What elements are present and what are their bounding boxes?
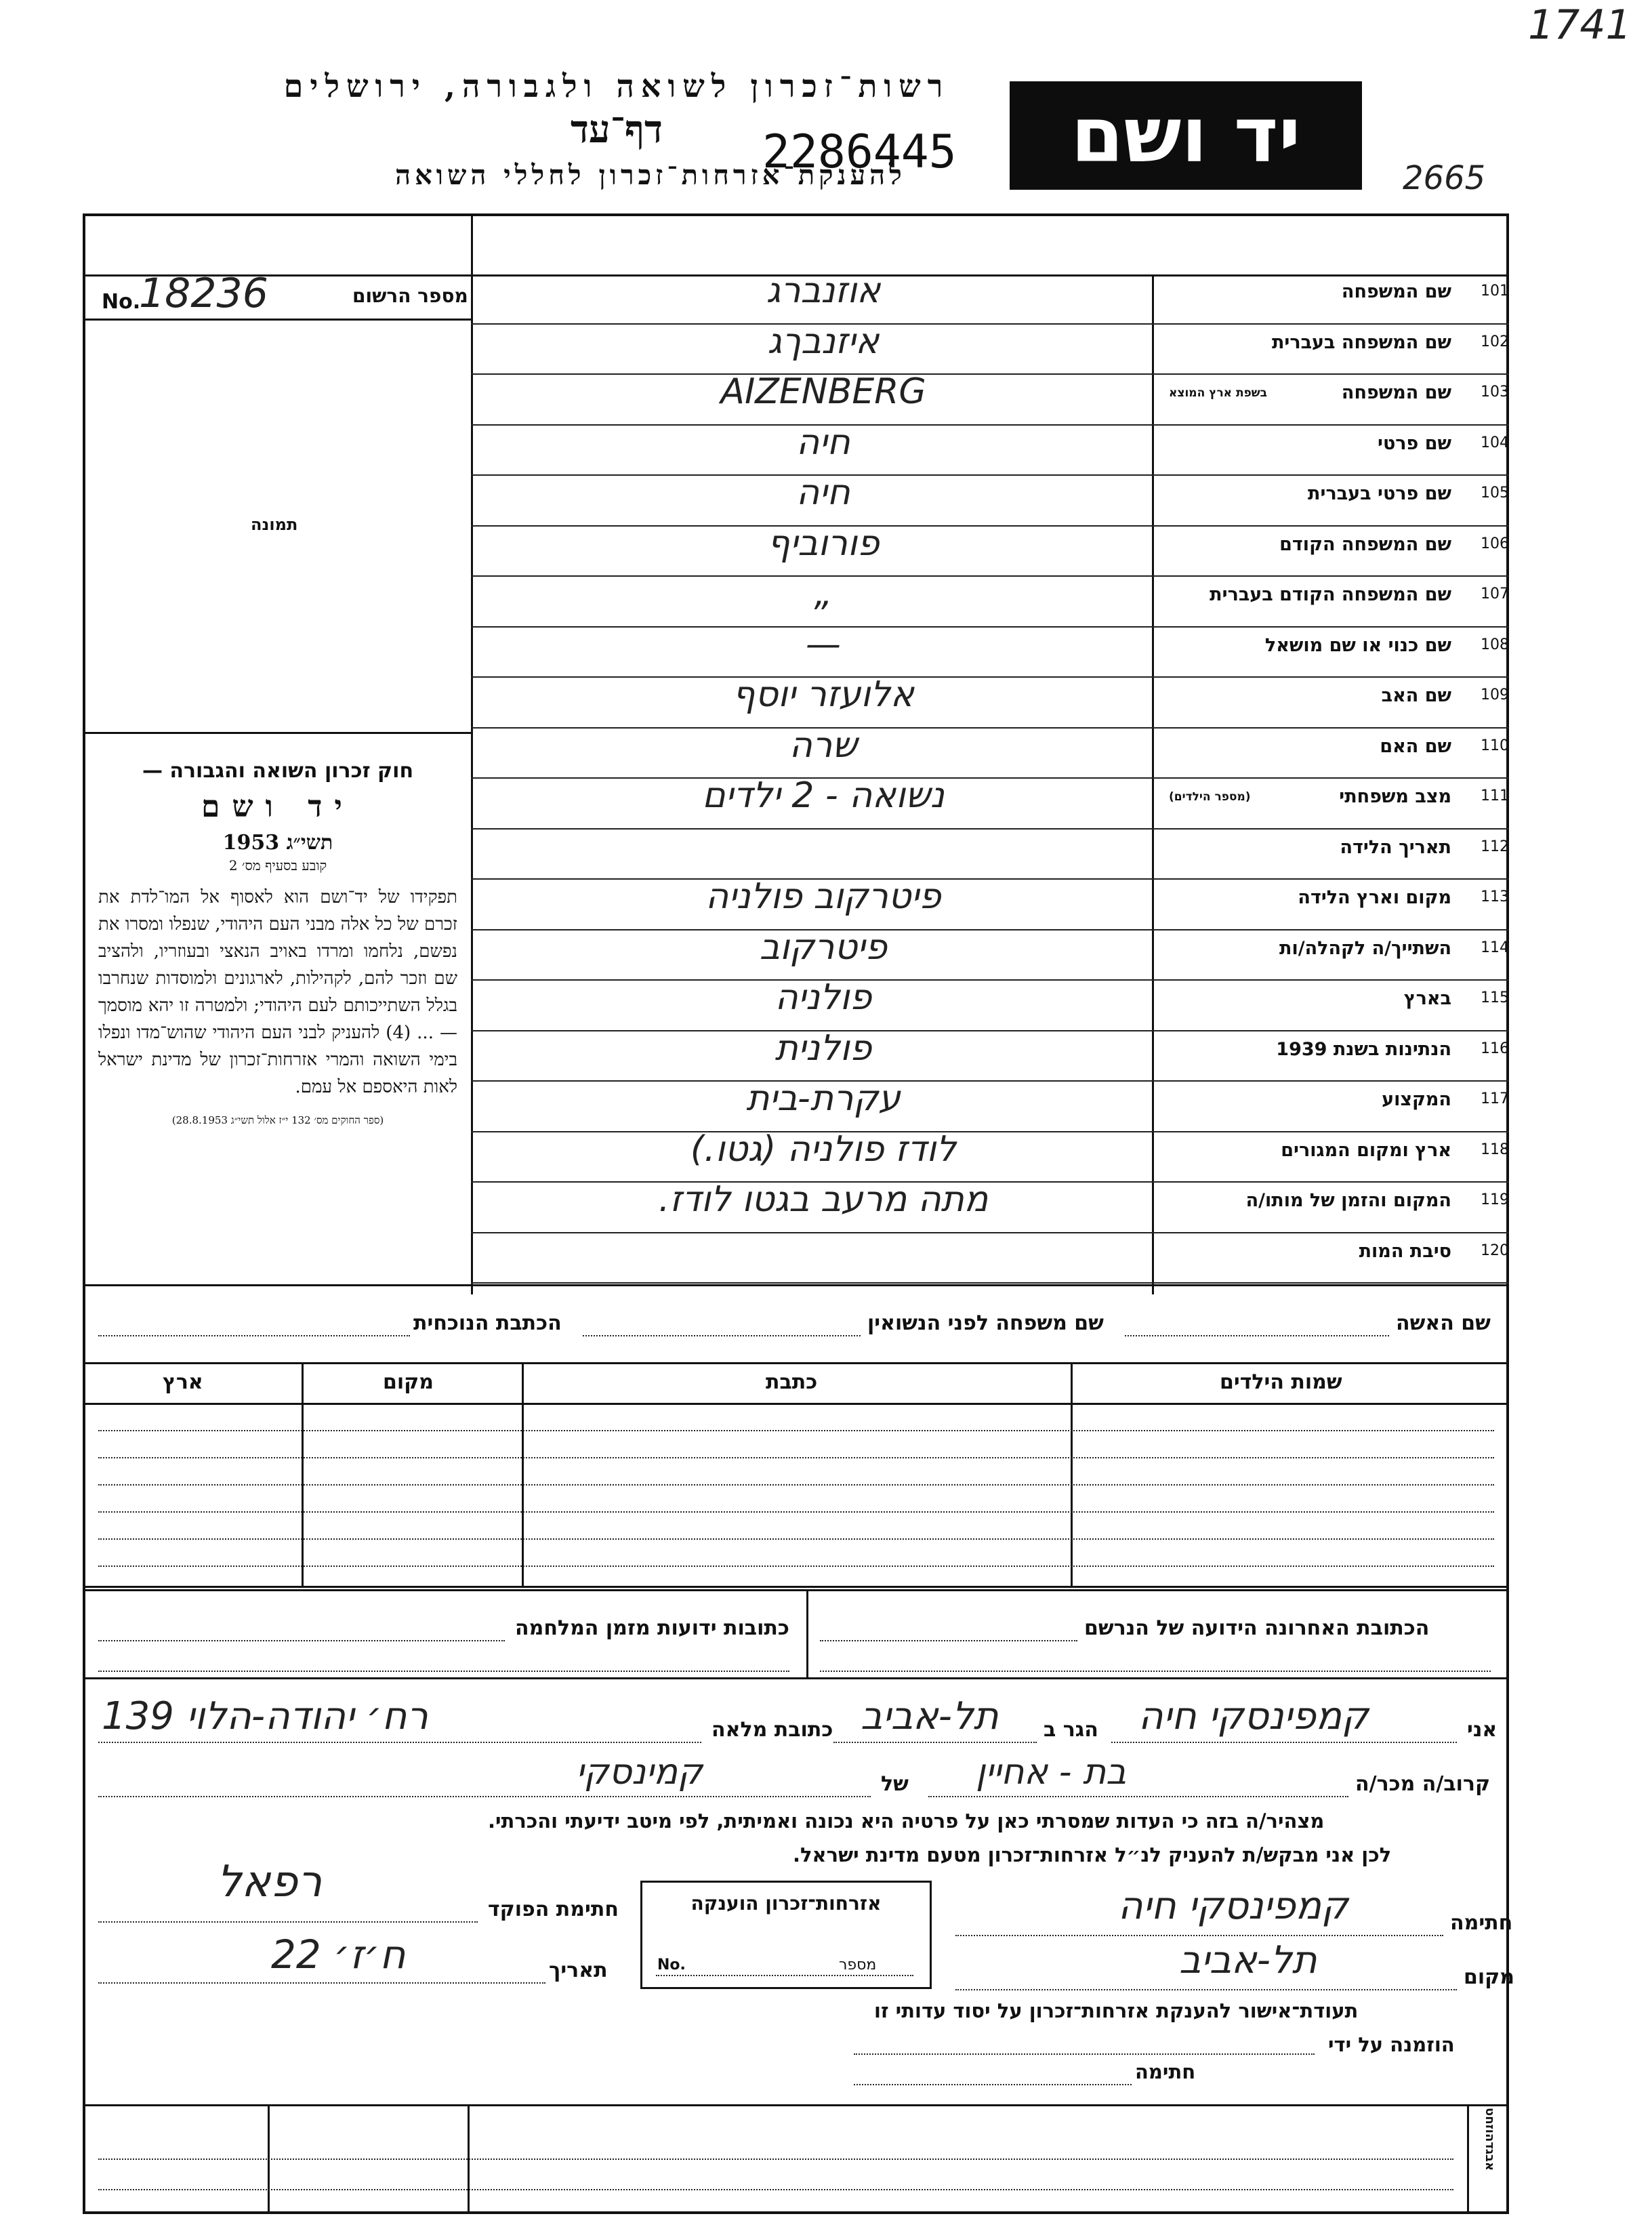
declarant-signature-label: חתימה [1450, 1911, 1513, 1935]
declaration-line2: לכן אני מבקש/ת להעניק לנ״ל אזרחות־זכרון מטעם מדינת ישראל. [793, 1843, 1392, 1866]
officer-signature-label: חתימת הפוקד [488, 1898, 619, 1921]
field-number: 116 [1481, 1040, 1509, 1057]
field-row-111 [471, 775, 1509, 830]
form-title: דף־עד [570, 107, 663, 152]
law-title: חוק זכרון השואה והגבורה — [142, 759, 414, 783]
relation-value: בת - אחיין [976, 1752, 1127, 1793]
field-label: שם כנוי או שם מושאל [1264, 634, 1451, 656]
child-row-line [98, 1538, 1494, 1540]
child-row-line [98, 1457, 1494, 1458]
field-value: אלועזר יוסף [732, 674, 914, 715]
officer-signature: רפאל [217, 1857, 323, 1907]
relation-label: קרוב/ה מכר/ה [1355, 1772, 1491, 1796]
field-row-120 [471, 1234, 1509, 1285]
child-row-line [98, 1430, 1494, 1431]
field-label: שם פרטי בעברית [1308, 483, 1451, 504]
field-number: 102 [1481, 333, 1509, 350]
child-row-line [98, 1511, 1494, 1513]
field-value: לודז פולניה (גטו.) [690, 1128, 957, 1170]
field-row-110 [471, 724, 1509, 780]
field-label: בארץ [1403, 988, 1451, 1009]
field-value: — [806, 623, 841, 665]
field-number: 106 [1481, 535, 1509, 552]
logo [1010, 81, 1362, 190]
field-row-115 [471, 977, 1509, 1032]
country-header: ארץ [163, 1370, 203, 1394]
field-value: מתה מרעב בגטו לודז. [658, 1179, 989, 1220]
field-label: שם המשפחה [1341, 281, 1451, 302]
field-line [471, 1282, 1509, 1284]
field-row-106 [471, 523, 1509, 578]
declaration-line1: מצהיר/ה בזה כי העדות שמסרתי כאן על פרטיה היא נכונה ואמיתית, לפי מיטב ידיעתי והכרתי. [488, 1809, 1325, 1833]
field-number: 108 [1481, 636, 1509, 653]
current-address-label: הכתבת הנוכחית [413, 1311, 562, 1335]
field-number: 105 [1481, 485, 1509, 502]
field-value: נשואה - 2 ילדים [702, 775, 945, 816]
field-label: מקום וארץ הלידה [1298, 887, 1451, 908]
field-row-114 [471, 926, 1509, 982]
field-number: 115 [1481, 989, 1509, 1006]
address-header: כתבת [766, 1370, 818, 1394]
of-label: של [881, 1772, 909, 1796]
place-label: מקום [1464, 1965, 1514, 1989]
field-row-101 [471, 270, 1509, 325]
field-number: 101 [1481, 283, 1509, 300]
full-address-value: רח׳ יהודה-הלוי 139 [102, 1694, 428, 1738]
field-value: פיטרקוב [759, 926, 888, 968]
resides-label: הגר ב [1044, 1718, 1098, 1742]
field-row-104 [471, 422, 1509, 477]
field-label: המקצוע [1382, 1089, 1451, 1110]
field-label-note: בשפת ארץ המוצא [1169, 386, 1268, 400]
field-number: 117 [1481, 1090, 1509, 1107]
stamp-box-no: No. [657, 1957, 686, 1973]
stamp-box-title: אזרחות־זכרון הוענקה [690, 1892, 882, 1915]
field-label: שם המשפחה הקודם בעברית [1210, 584, 1451, 605]
last-known-address-label: הכתובת האחרונה הידועה של הנרשם [1084, 1616, 1430, 1640]
law-name: יד ושם [201, 790, 354, 824]
field-value: אוזנברג [766, 270, 881, 311]
field-number: 103 [1481, 384, 1509, 401]
place-header: מקום [383, 1370, 434, 1394]
field-value: חיה [796, 472, 850, 513]
approval-sign-label: חתימה [1135, 2060, 1196, 2083]
law-body: תפקידו של יד־ושם הוא לאסוף אל המו־לדת את זכרם של כל אלה מבני העם היהודי, שנפלו ומסרו את נפשם, נלחמו ומרדו באויב הנאצי ובעוזריו, ולהציב שם וזכר להם, לקהילות, לארגונים ולמוסדות שנחרבו בגלל השתייכותם לעם היהודי; ולמטרה זו יהא מוסמך — ... (4) להעניק לבני העם היהודי שהוש־מדו ונפלו בימי השואה והמרי אזרחות־זכרון של מדינת ישראל לאות היאספם אל עמם. [98, 887, 457, 1097]
declarant-name: קמפינסקי חיה [1138, 1694, 1369, 1738]
field-label: שם המשפחה בעברית [1271, 331, 1451, 353]
field-number: 119 [1481, 1191, 1509, 1208]
form-subtitle: להענקת־אזרחות־זכרון לחללי השואה [395, 159, 906, 191]
field-number: 111 [1481, 787, 1509, 804]
field-value: AIZENBERG [720, 371, 926, 412]
field-value: פולניה [775, 977, 872, 1018]
authority-line: רשות־זכרון לשואה ולגבורה, ירושלים [283, 68, 950, 104]
logo-text: יד ושם [1071, 91, 1301, 180]
field-label: הנתינות בשנת 1939 [1276, 1038, 1451, 1060]
field-number: 120 [1481, 1242, 1509, 1259]
field-value: שרה [789, 724, 858, 766]
child-row-line [98, 1484, 1494, 1486]
field-row-105 [471, 472, 1509, 527]
wife-label: שם האשה [1396, 1311, 1491, 1335]
date-label: תאריך [549, 1959, 608, 1982]
citizenship-stamp-box [640, 1881, 932, 1989]
field-label: שם פרטי [1378, 432, 1451, 454]
field-label: מצב משפחתי [1339, 786, 1451, 807]
field-row-112 [471, 830, 1509, 881]
field-row-119 [471, 1179, 1509, 1234]
stamp-number: 1741 [1528, 1, 1632, 49]
declarant-signature: קמפינסקי חיה [1118, 1884, 1348, 1928]
full-address-label: כתובת מלאה [711, 1718, 833, 1742]
field-row-109 [471, 674, 1509, 729]
field-number: 114 [1481, 939, 1509, 956]
field-number: 104 [1481, 434, 1509, 451]
field-label: תאריך הלידה [1340, 836, 1451, 858]
field-row-102 [471, 321, 1509, 376]
field-number: 107 [1481, 586, 1509, 602]
field-label: המקום והזמן של מותו/ה [1245, 1190, 1451, 1211]
place-value: תל-אביב [1179, 1938, 1317, 1982]
field-row-108 [471, 623, 1509, 679]
field-row-113 [471, 876, 1509, 931]
field-value: פורוביף [767, 523, 880, 564]
registry-label: מספר הרשום [352, 285, 468, 307]
stamp-box-number-label: מספר [839, 1957, 877, 1973]
law-box [91, 745, 464, 1274]
law-clause: קובע בסעיף מס׳ 2 [228, 857, 327, 874]
of-value: קמינסקי [576, 1752, 703, 1793]
field-label: השתייך/ה לקהלה/ות [1279, 937, 1451, 959]
date-value: ח׳ז׳ 22 [271, 1931, 406, 1978]
field-number: 118 [1481, 1141, 1509, 1158]
field-row-107 [471, 573, 1509, 628]
maiden-label: שם משפחה לפני הנשואין [867, 1311, 1104, 1335]
field-number: 113 [1481, 888, 1509, 905]
field-value: עקרת-בית [746, 1078, 901, 1119]
child-row-line [98, 1565, 1494, 1567]
law-year: תשי״ג 1953 [222, 831, 333, 855]
registry-value: 18236 [139, 270, 268, 317]
war-time-address-label: כתובות ידועות מזמן המלחמה [515, 1616, 789, 1640]
field-value: פיטרקוב פולניה [705, 876, 941, 917]
field-label: שם האם [1380, 735, 1451, 757]
field-number: 109 [1481, 687, 1509, 703]
field-label: סיבת המות [1359, 1240, 1451, 1262]
field-value: איזנבךג [767, 321, 880, 362]
resides-value: תל-אביב [861, 1694, 999, 1738]
field-number: 112 [1481, 838, 1509, 855]
registry-no-label: No. [102, 290, 141, 314]
field-row-103 [471, 371, 1509, 426]
field-line [471, 1232, 1509, 1233]
field-value: חיה [796, 422, 850, 463]
law-footnote: (ספר החוקים מס׳ 132 י״ז אלול תשי״ג 28.8.1953) [171, 1114, 384, 1126]
field-line [471, 828, 1509, 830]
photo-label: תמונה [251, 515, 298, 534]
field-value: פולנית [775, 1027, 872, 1069]
field-row-116 [471, 1027, 1509, 1083]
children-header: שמות הילדים [1220, 1370, 1342, 1394]
side-letter-strip: אבגדהוזחט [1483, 2108, 1497, 2171]
field-label-note: (מספר הילדים) [1169, 790, 1251, 804]
field-row-118 [471, 1128, 1509, 1184]
field-label: שם המשפחה הקודם [1279, 533, 1451, 555]
field-label: שם המשפחה [1341, 382, 1451, 403]
approval-line1: תעודת־אישור להענקת אזרחות־זכרון על יסוד עדותי זו [874, 1999, 1359, 2022]
file-number: 2665 [1403, 159, 1486, 197]
field-row-117 [471, 1078, 1509, 1133]
field-number: 110 [1481, 737, 1509, 754]
declaration-ani: אני [1467, 1718, 1498, 1742]
field-label: שם האב [1381, 685, 1451, 706]
field-value: „ [814, 573, 833, 614]
serial-number: 2286445 [762, 125, 957, 179]
approval-line2: הוזמנה על ידי [1328, 2033, 1455, 2056]
field-label: ארץ ומקום המגורים [1281, 1139, 1451, 1161]
